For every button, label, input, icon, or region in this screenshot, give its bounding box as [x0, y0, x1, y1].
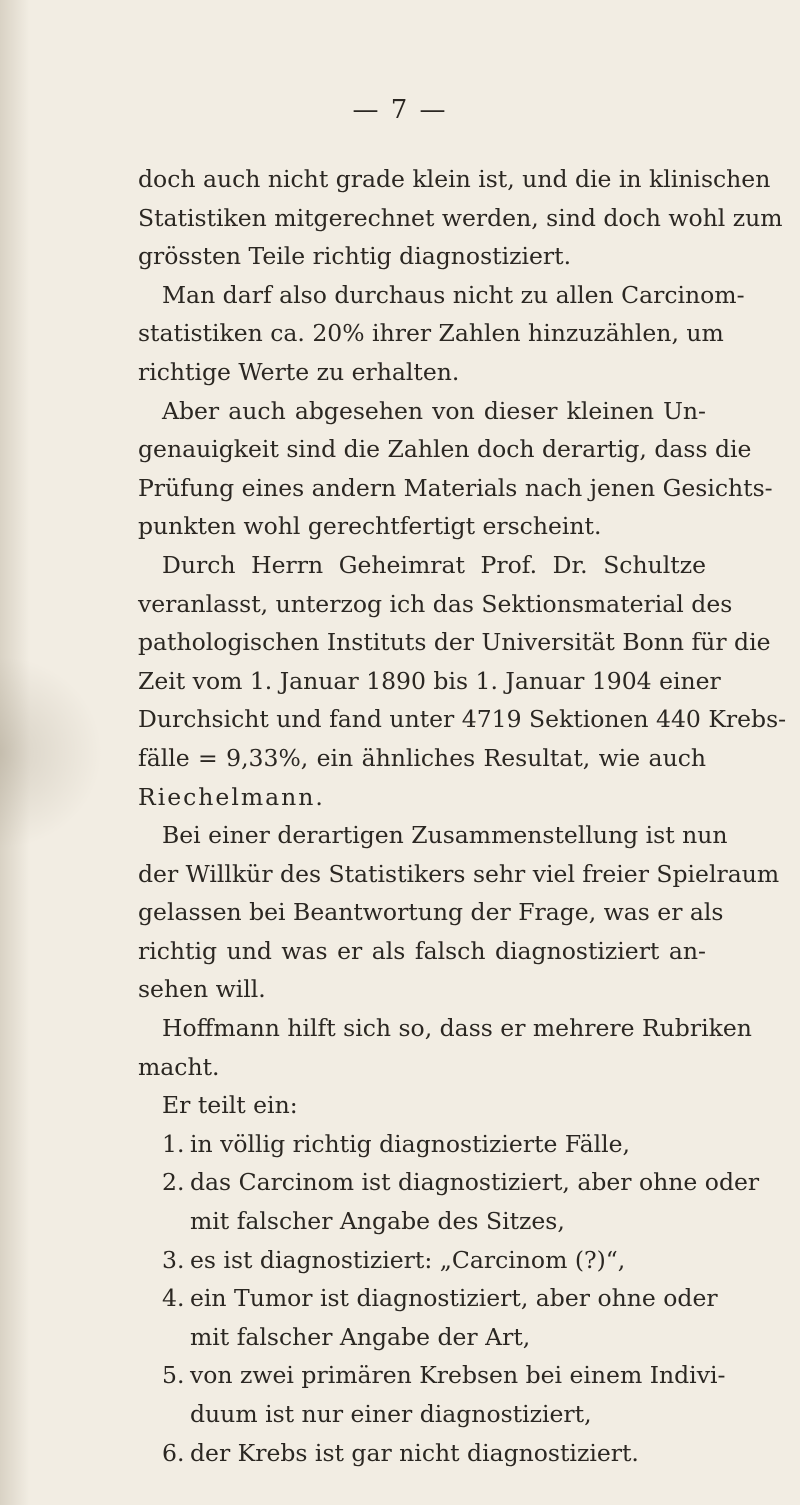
list-text: in völlig richtig diagnostizierte Fälle,: [190, 1129, 631, 1158]
text-line: Durch Herrn Geheimrat Prof. Dr. Schultze: [162, 550, 706, 579]
list-number: 2.: [162, 1168, 185, 1197]
text-line: Durchsicht und fand unter 4719 Sektionen 440 Krebs-: [138, 705, 787, 734]
text-line: Prüfung eines andern Materials nach jenen Gesichts-: [138, 473, 773, 502]
text-line: macht.: [138, 1052, 220, 1081]
text-line: gelassen bei Beantwortung der Frage, was er als: [138, 898, 724, 927]
text-line: pathologischen Instituts der Universität Bonn für die: [138, 628, 771, 657]
list-text: der Krebs ist gar nicht diagnostiziert.: [190, 1438, 639, 1467]
text-line: Hoffmann hilft sich so, dass er mehrere Rubriken: [162, 1014, 752, 1043]
list-number: 1.: [162, 1129, 185, 1158]
list-text: es ist diagnostiziert: „Carcinom (?)“,: [190, 1245, 626, 1274]
list-text: mit falscher Angabe der Art,: [190, 1322, 531, 1351]
list-item: [138, 1434, 706, 1473]
list-number: 3.: [162, 1245, 185, 1274]
text-line: statistiken ca. 20% ihrer Zahlen hinzuzählen, um: [138, 319, 724, 348]
enumerated-list: [138, 1125, 760, 1472]
list-number: 6.: [162, 1438, 185, 1467]
body-text: [138, 160, 787, 1472]
list-item-continuation: [138, 1318, 706, 1357]
page-number: — 7 —: [352, 95, 448, 125]
text-line: Bei einer derartigen Zusammenstellung ist nun: [162, 821, 728, 850]
list-item: [138, 1279, 718, 1318]
list-text: duum ist nur einer diagnostiziert,: [190, 1400, 592, 1428]
list-item: [138, 1125, 706, 1164]
text-line: sehen will.: [138, 975, 266, 1004]
text-line: doch auch nicht grade klein ist, und die in klinischen: [138, 165, 771, 193]
list-text: ein Tumor ist diagnostiziert, aber ohne oder: [190, 1284, 718, 1313]
list-number: 5.: [162, 1361, 185, 1390]
list-text: das Carcinom ist diagnostiziert, aber ohne oder: [190, 1168, 760, 1197]
list-number: 4.: [162, 1284, 185, 1313]
text-line: Riechelmann.: [138, 782, 325, 811]
list-item: [138, 1241, 706, 1280]
text-line: der Willkür des Statistikers sehr viel freier Spielraum: [138, 859, 780, 888]
text-line: Er teilt ein:: [162, 1091, 298, 1120]
text-line: Statistiken mitgerechnet werden, sind doch wohl zum: [138, 203, 783, 232]
list-item: [138, 1356, 726, 1395]
text-line: genauigkeit sind die Zahlen doch derartig, dass die: [138, 435, 752, 464]
text-line: grössten Teile richtig diagnostiziert.: [138, 242, 572, 271]
text-line: Man darf also durchaus nicht zu allen Carcinom-: [162, 280, 745, 309]
list-text: mit falscher Angabe des Sitzes,: [190, 1207, 565, 1236]
text-line: richtig und was er als falsch diagnostiziert an-: [138, 936, 706, 965]
text-line: fälle = 9,33%, ein ähnliches Resultat, wie auch: [138, 743, 706, 772]
text-line: veranlasst, unterzog ich das Sektionsmaterial des: [138, 589, 733, 618]
list-text: von zwei primären Krebsen bei einem Indivi-: [190, 1361, 726, 1390]
text-line: punkten wohl gerechtfertigt erscheint.: [138, 512, 602, 541]
text-line: richtige Werte zu erhalten.: [138, 357, 460, 386]
list-item: [138, 1163, 760, 1202]
list-item-continuation: [138, 1202, 706, 1241]
text-line: Aber auch abgesehen von dieser kleinen Un-: [162, 396, 706, 425]
list-item-continuation: [138, 1395, 706, 1434]
text-line: Zeit vom 1. Januar 1890 bis 1. Januar 1904 einer: [138, 666, 721, 695]
